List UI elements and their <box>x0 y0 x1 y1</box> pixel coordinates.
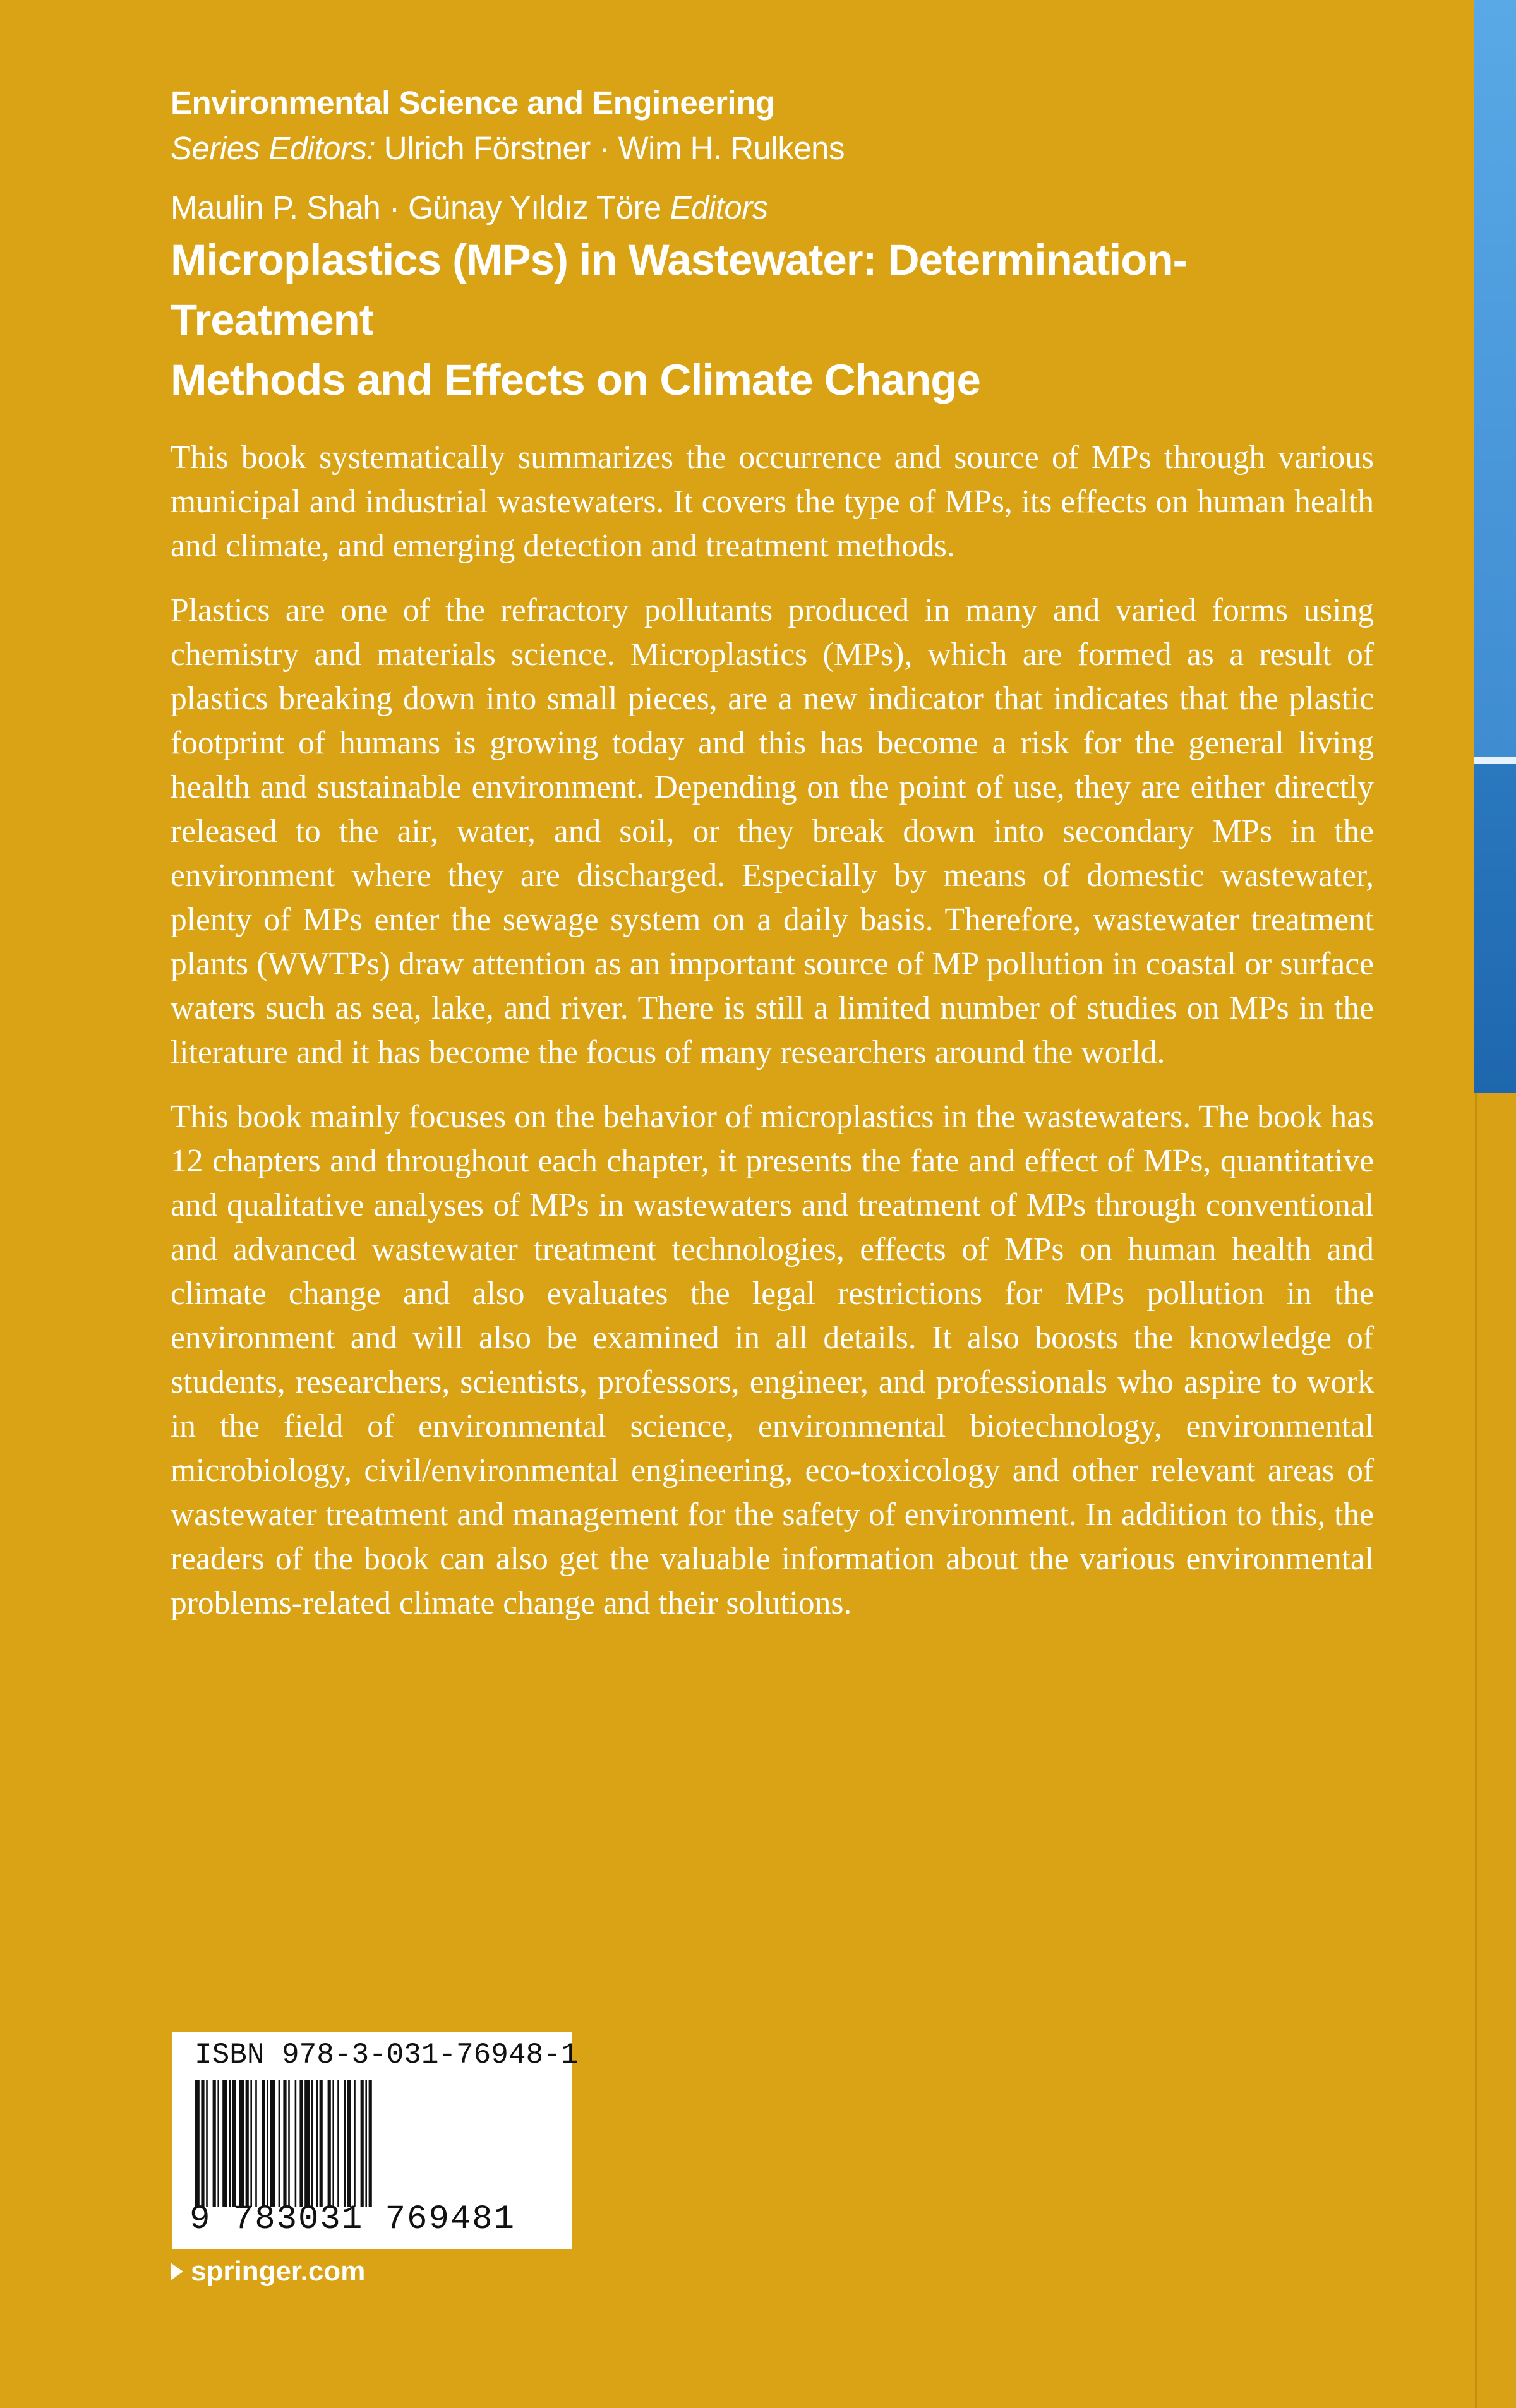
publisher-website: springer.com <box>191 2256 366 2287</box>
blurb-paragraph-1: This book systematically summarizes the occurrence and source of MPs through various municipal and industrial wastewaters. It covers the type of MPs, its effects on human health and climate, and emerging detection and treatment methods. <box>171 440 1374 564</box>
blurb-paragraph-3: This book mainly focuses on the behavior of microplastics in the wastewaters. The book has 12 chapters and throughout each chapter, it presents the fate and effect of MPs, quantitative and qualitative analyses of MPs in wastewaters and treatment of MPs through conventional and advanced wastewater treatment technologies, effects of MPs on human health and climate change and also evaluates the legal restrictions for MPs pollution in the environment and will also be examined in all details. It also boosts the knowledge of students, researchers, scientists, professors, engineer, and professionals who aspire to work in the field of environmental science, environmental biotechnology, environmental microbiology, civil/environmental engineering, eco-toxicology and other relevant areas of wastewater treatment and management for the safety of environment. In addition to this, the readers of the book can also get the valuable information about the various environmental problems-related climate change and their solutions. <box>171 1099 1374 1621</box>
blurb <box>171 436 1374 1646</box>
series-editors <box>171 125 1371 172</box>
barcode-bars <box>195 2080 548 2207</box>
spine-blue-band-bottom <box>1474 764 1516 1093</box>
book-editors-names: Maulin P. Shah · Günay Yıldız Töre <box>171 189 661 225</box>
book-editors-label: Editors <box>670 189 768 225</box>
book-title-line-1: Microplastics (MPs) in Wastewater: Determination-Treatment <box>171 236 1187 344</box>
book-editors <box>171 186 1371 230</box>
barcode-digits: 9 783031 769481 <box>190 2200 516 2239</box>
isbn-label: ISBN 978-3-031-76948-1 <box>195 2039 579 2071</box>
book-title <box>171 230 1371 410</box>
blurb-paragraph-2: Plastics are one of the refractory pollutants produced in many and varied forms using chemistry and materials science. Microplastics (MPs), which are formed as a result of plastics breaking down into small pieces, are a new indicator that indicates that the plastic footprint of humans is growing today and this has become a risk for the general living health and sustainable environment. Depending on the point of use, they are either directly released to the air, water, and soil, or they break down into secondary MPs in the environment where they are discharged. Especially by means of domestic wastewater, plenty of MPs enter the sewage system on a daily basis. Therefore, wastewater treatment plants (WWTPs) draw attention as an important source of MP pollution in coastal or surface waters such as sea, lake, and river. There is still a limited number of studies on MPs in the literature and it has become the focus of many researchers around the world. <box>171 592 1374 1070</box>
cover-header <box>171 81 1371 410</box>
series-title: Environmental Science and Engineering <box>171 85 775 121</box>
book-title-line-2: Methods and Effects on Climate Change <box>171 356 980 404</box>
spine-divider <box>1474 757 1516 764</box>
series-editors-label: Series Editors: <box>171 130 376 166</box>
series-editors-names: Ulrich Förstner · Wim H. Rulkens <box>383 130 845 166</box>
arrow-right-icon <box>171 2263 183 2280</box>
isbn-barcode <box>172 2032 579 2249</box>
spine-blue-band-top <box>1474 0 1516 757</box>
publisher-link[interactable] <box>171 2256 365 2287</box>
